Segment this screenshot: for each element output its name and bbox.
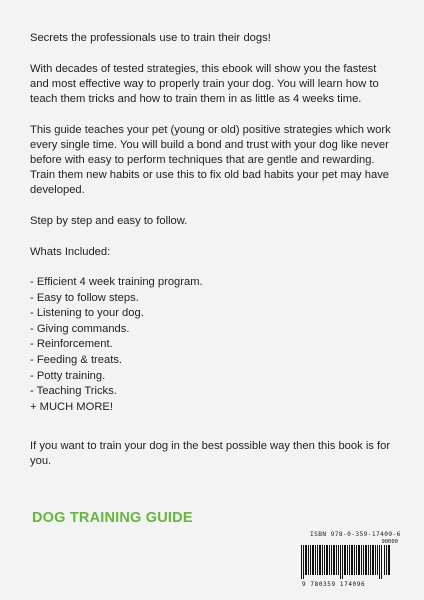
feature-item: + MUCH MORE! xyxy=(30,400,113,413)
feature-item: - Feeding & treats. xyxy=(30,353,123,366)
closing-statement: If you want to train your dog in the best possible way then this book is for you. xyxy=(30,440,391,468)
isbn-text: ISBN 978-0-359-17409-6 xyxy=(310,531,401,538)
brand-title: DOG TRAINING GUIDE xyxy=(32,510,193,526)
feature-item: - Reinforcement. xyxy=(30,338,113,351)
cover-paragraph-3: Step by step and easy to follow. xyxy=(30,215,188,227)
feature-item: - Easy to follow steps. xyxy=(30,291,139,304)
feature-item: - Giving commands. xyxy=(30,322,130,335)
included-heading: Whats Included: xyxy=(30,246,111,258)
barcode-icon xyxy=(300,545,392,579)
feature-item: - Potty training. xyxy=(30,369,106,382)
cover-paragraph-2: This guide teaches your pet (young or old) positive strategies which work every single time. You will build a bond and trust with your dog like never before with easy to perform techniques that are gentle and rewarding. Train them new habits or use this to fix old bad habits your pet may have developed. xyxy=(30,124,391,196)
feature-item: - Listening to your dog. xyxy=(30,307,144,320)
cover-intro: Secrets the professionals use to train their dogs! xyxy=(30,32,271,44)
barcode-block xyxy=(300,531,401,594)
barcode-top-number: 90000 xyxy=(381,539,398,545)
cover-paragraph-1: With decades of tested strategies, this ebook will show you the fastest and most effective way to properly train your dog. You will learn how to teach them tricks and how to train them in as little as 4 weeks time. xyxy=(30,63,379,105)
feature-list xyxy=(30,275,394,415)
feature-item: - Efficient 4 week training program. xyxy=(30,276,203,288)
feature-item: - Teaching Tricks. xyxy=(30,385,117,398)
barcode-number: 9 780359 174096 xyxy=(302,581,366,588)
